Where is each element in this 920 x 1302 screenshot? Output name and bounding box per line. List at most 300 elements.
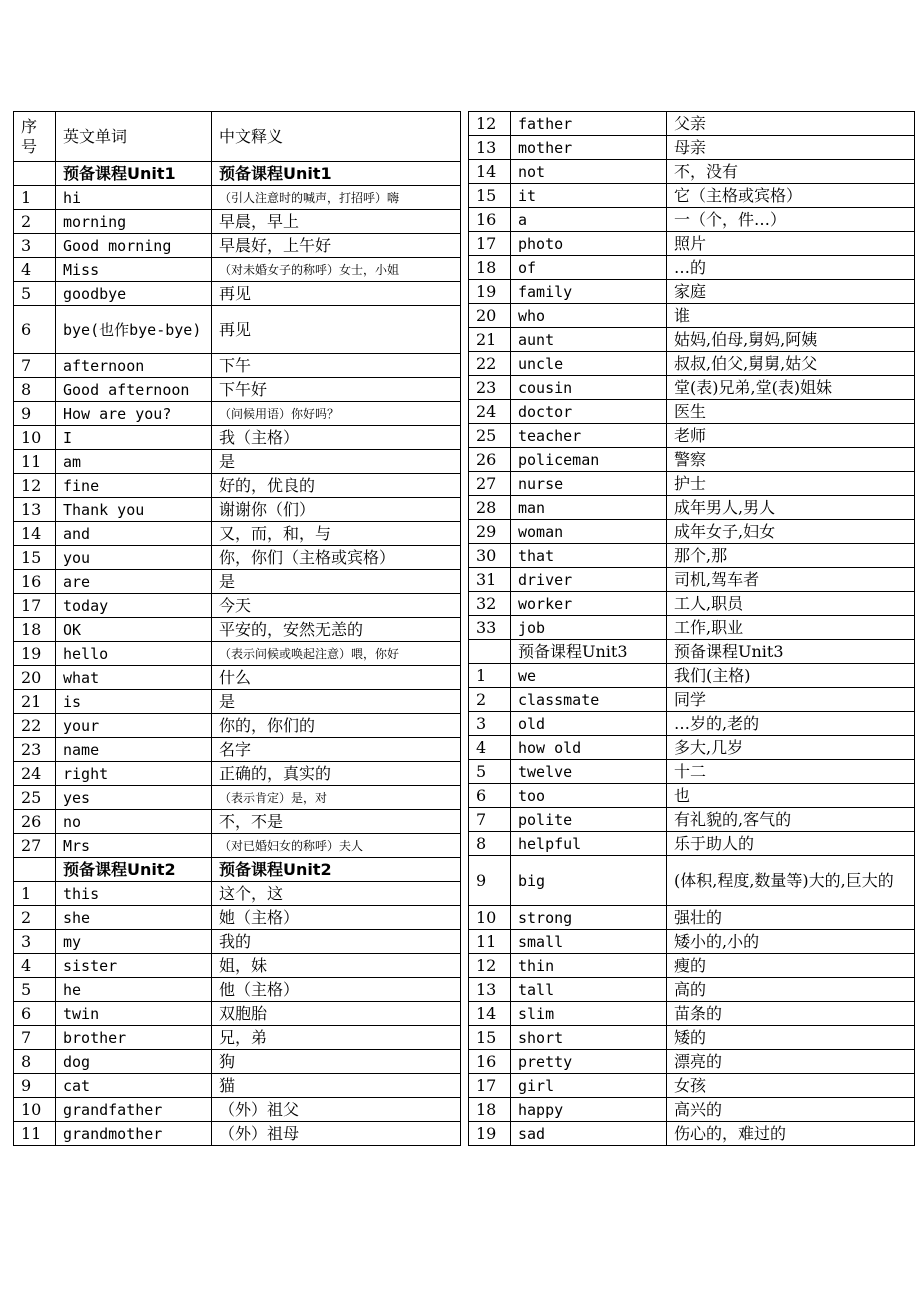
- word-number: 26: [14, 810, 56, 834]
- english-word: twelve: [511, 760, 667, 784]
- chinese-meaning: 瘦的: [667, 954, 915, 978]
- chinese-meaning: 你，你们（主格或宾格）: [212, 546, 461, 570]
- english-word: sad: [511, 1122, 667, 1146]
- english-word: right: [56, 762, 212, 786]
- table-header-row: [14, 112, 461, 162]
- word-number: 5: [14, 282, 56, 306]
- chinese-meaning: （对未婚女子的称呼）女士，小姐: [212, 258, 461, 282]
- word-number: 14: [469, 1002, 511, 1026]
- table-row: [14, 930, 461, 954]
- english-word: you: [56, 546, 212, 570]
- header-chinese: 中文释义: [212, 112, 461, 162]
- table-row: [14, 546, 461, 570]
- chinese-meaning: 猫: [212, 1074, 461, 1098]
- word-number: 16: [469, 1050, 511, 1074]
- table-row: [469, 280, 915, 304]
- table-row: [14, 1050, 461, 1074]
- chinese-meaning: 乐于助人的: [667, 832, 915, 856]
- table-row: [14, 978, 461, 1002]
- table-row: [14, 378, 461, 402]
- english-word: am: [56, 450, 212, 474]
- chinese-meaning: 矮的: [667, 1026, 915, 1050]
- english-word: Mrs: [56, 834, 212, 858]
- table-row: [469, 328, 915, 352]
- table-row: [14, 738, 461, 762]
- word-number: 3: [14, 234, 56, 258]
- table-row: [469, 208, 915, 232]
- chinese-meaning: 司机,驾车者: [667, 568, 915, 592]
- chinese-meaning: 堂(表)兄弟,堂(表)姐妹: [667, 376, 915, 400]
- table-row: [14, 906, 461, 930]
- chinese-meaning: …岁的,老的: [667, 712, 915, 736]
- table-row: [469, 184, 915, 208]
- table-row: [14, 354, 461, 378]
- word-number: 22: [469, 352, 511, 376]
- word-number: 6: [14, 1002, 56, 1026]
- english-word: photo: [511, 232, 667, 256]
- chinese-meaning: 不，没有: [667, 160, 915, 184]
- table-row: [14, 786, 461, 810]
- chinese-meaning: 有礼貌的,客气的: [667, 808, 915, 832]
- word-number: 15: [14, 546, 56, 570]
- word-number: 21: [14, 690, 56, 714]
- english-word: and: [56, 522, 212, 546]
- word-number: 27: [469, 472, 511, 496]
- table-row: [469, 1050, 915, 1074]
- english-word: morning: [56, 210, 212, 234]
- chinese-meaning: 苗条的: [667, 1002, 915, 1026]
- word-number: 28: [469, 496, 511, 520]
- word-number: 2: [14, 210, 56, 234]
- table-row: [14, 594, 461, 618]
- chinese-meaning: 警察: [667, 448, 915, 472]
- english-word: father: [511, 112, 667, 136]
- english-word: what: [56, 666, 212, 690]
- chinese-meaning: 工作,职业: [667, 616, 915, 640]
- word-number: 20: [469, 304, 511, 328]
- english-word: policeman: [511, 448, 667, 472]
- chinese-meaning: 我的: [212, 930, 461, 954]
- chinese-meaning: 双胞胎: [212, 1002, 461, 1026]
- english-word: twin: [56, 1002, 212, 1026]
- chinese-meaning: 高的: [667, 978, 915, 1002]
- english-word: brother: [56, 1026, 212, 1050]
- word-number: 3: [469, 712, 511, 736]
- table-row: [14, 810, 461, 834]
- english-word: sister: [56, 954, 212, 978]
- chinese-meaning: （外）祖父: [212, 1098, 461, 1122]
- chinese-meaning: 又，而，和，与: [212, 522, 461, 546]
- table-row: [14, 834, 461, 858]
- word-number: 5: [469, 760, 511, 784]
- english-word: happy: [511, 1098, 667, 1122]
- word-number: 1: [14, 882, 56, 906]
- table-row: [469, 496, 915, 520]
- chinese-meaning: 我们(主格): [667, 664, 915, 688]
- chinese-meaning: 护士: [667, 472, 915, 496]
- word-number: 4: [469, 736, 511, 760]
- table-row: [14, 522, 461, 546]
- word-number: 17: [469, 1074, 511, 1098]
- english-word: who: [511, 304, 667, 328]
- chinese-meaning: 一（个，件…）: [667, 208, 915, 232]
- english-word: worker: [511, 592, 667, 616]
- chinese-meaning: 姐，妹: [212, 954, 461, 978]
- word-number: 8: [469, 832, 511, 856]
- chinese-meaning: 父亲: [667, 112, 915, 136]
- english-word: Miss: [56, 258, 212, 282]
- table-row: [469, 256, 915, 280]
- english-word: thin: [511, 954, 667, 978]
- english-word: we: [511, 664, 667, 688]
- word-number: 33: [469, 616, 511, 640]
- table-row: [469, 1002, 915, 1026]
- unit-heading-row: [469, 640, 915, 664]
- english-word: cat: [56, 1074, 212, 1098]
- chinese-meaning: （表示问候或唤起注意）喂，你好: [212, 642, 461, 666]
- english-word: yes: [56, 786, 212, 810]
- chinese-meaning: 谁: [667, 304, 915, 328]
- word-number: 27: [14, 834, 56, 858]
- chinese-meaning: 再见: [212, 306, 461, 354]
- english-word: are: [56, 570, 212, 594]
- table-row: [469, 808, 915, 832]
- chinese-meaning: 母亲: [667, 136, 915, 160]
- table-row: [14, 1122, 461, 1146]
- table-row: [469, 1074, 915, 1098]
- word-number: 13: [469, 978, 511, 1002]
- chinese-meaning: (体积,程度,数量等)大的,巨大的: [667, 856, 915, 906]
- chinese-meaning: 多大,几岁: [667, 736, 915, 760]
- word-number: 2: [469, 688, 511, 712]
- table-row: [469, 592, 915, 616]
- english-word: classmate: [511, 688, 667, 712]
- word-number: 13: [469, 136, 511, 160]
- word-number: 10: [469, 906, 511, 930]
- word-number: 24: [469, 400, 511, 424]
- table-row: [469, 232, 915, 256]
- table-row: [14, 570, 461, 594]
- table-row: [469, 568, 915, 592]
- chinese-meaning: 女孩: [667, 1074, 915, 1098]
- table-row: [469, 448, 915, 472]
- word-number: 22: [14, 714, 56, 738]
- chinese-meaning: 是: [212, 450, 461, 474]
- table-row: [469, 400, 915, 424]
- word-number: 12: [469, 112, 511, 136]
- english-word: goodbye: [56, 282, 212, 306]
- table-row: [469, 1026, 915, 1050]
- word-number: 19: [469, 1122, 511, 1146]
- table-row: [469, 954, 915, 978]
- table-row: [469, 424, 915, 448]
- word-number: 8: [14, 1050, 56, 1074]
- header-english: 英文单词: [56, 112, 212, 162]
- unit1-heading-cn: 预备课程Unit1: [212, 162, 461, 186]
- word-number: 4: [14, 954, 56, 978]
- table-row: [469, 112, 915, 136]
- chinese-meaning: 这个，这: [212, 882, 461, 906]
- word-number: 21: [469, 328, 511, 352]
- english-word: not: [511, 160, 667, 184]
- word-number: 1: [14, 186, 56, 210]
- english-word: grandmother: [56, 1122, 212, 1146]
- unit-heading-row: [14, 162, 461, 186]
- word-number: 23: [469, 376, 511, 400]
- word-number: 12: [469, 954, 511, 978]
- chinese-meaning: 下午: [212, 354, 461, 378]
- table-row: [14, 690, 461, 714]
- chinese-meaning: 不，不是: [212, 810, 461, 834]
- table-row: [14, 210, 461, 234]
- english-word: Good morning: [56, 234, 212, 258]
- table-row: [14, 474, 461, 498]
- english-word: too: [511, 784, 667, 808]
- table-row: [14, 186, 461, 210]
- chinese-meaning: 工人,职员: [667, 592, 915, 616]
- word-number: 2: [14, 906, 56, 930]
- english-word: OK: [56, 618, 212, 642]
- chinese-meaning: 我（主格）: [212, 426, 461, 450]
- english-word: she: [56, 906, 212, 930]
- chinese-meaning: 平安的，安然无恙的: [212, 618, 461, 642]
- table-row: [14, 1074, 461, 1098]
- word-number: 7: [469, 808, 511, 832]
- word-number: 19: [14, 642, 56, 666]
- chinese-meaning: 名字: [212, 738, 461, 762]
- chinese-meaning: 同学: [667, 688, 915, 712]
- table-row: [14, 498, 461, 522]
- chinese-meaning: 是: [212, 570, 461, 594]
- chinese-meaning: 成年女子,妇女: [667, 520, 915, 544]
- unit-heading-row: [14, 858, 461, 882]
- chinese-meaning: 什么: [212, 666, 461, 690]
- word-number: 10: [14, 426, 56, 450]
- word-number: 13: [14, 498, 56, 522]
- chinese-meaning: （对已婚妇女的称呼）夫人: [212, 834, 461, 858]
- english-word: my: [56, 930, 212, 954]
- unit1-heading-en: 预备课程Unit1: [56, 162, 212, 186]
- chinese-meaning: 他（主格）: [212, 978, 461, 1002]
- chinese-meaning: 今天: [212, 594, 461, 618]
- english-word: no: [56, 810, 212, 834]
- english-word: hi: [56, 186, 212, 210]
- word-number: 6: [14, 306, 56, 354]
- table-row: [14, 882, 461, 906]
- chinese-meaning: 十二: [667, 760, 915, 784]
- word-number: 9: [469, 856, 511, 906]
- english-word: your: [56, 714, 212, 738]
- word-number: 20: [14, 666, 56, 690]
- table-row: [469, 136, 915, 160]
- table-row: [469, 352, 915, 376]
- table-row: [469, 688, 915, 712]
- word-number: 16: [469, 208, 511, 232]
- table-row: [14, 282, 461, 306]
- table-row: [14, 642, 461, 666]
- chinese-meaning: 下午好: [212, 378, 461, 402]
- unit-heading-cn: 预备课程Unit2: [212, 858, 461, 882]
- table-row: [469, 616, 915, 640]
- word-number: 9: [14, 402, 56, 426]
- word-number: 10: [14, 1098, 56, 1122]
- english-word: small: [511, 930, 667, 954]
- vocab-table-right: [468, 111, 915, 1146]
- chinese-meaning: 医生: [667, 400, 915, 424]
- english-word: is: [56, 690, 212, 714]
- chinese-meaning: 早晨，早上: [212, 210, 461, 234]
- table-row: [14, 234, 461, 258]
- chinese-meaning: 早晨好，上午好: [212, 234, 461, 258]
- word-number: 24: [14, 762, 56, 786]
- chinese-meaning: 狗: [212, 1050, 461, 1074]
- english-word: a: [511, 208, 667, 232]
- chinese-meaning: （问候用语）你好吗？: [212, 402, 461, 426]
- vocab-table-left: [13, 111, 461, 1146]
- english-word: this: [56, 882, 212, 906]
- word-number: 6: [469, 784, 511, 808]
- table-row: [14, 426, 461, 450]
- english-word: doctor: [511, 400, 667, 424]
- english-word: I: [56, 426, 212, 450]
- english-word: short: [511, 1026, 667, 1050]
- table-row: [469, 1098, 915, 1122]
- word-number: 18: [14, 618, 56, 642]
- english-word: afternoon: [56, 354, 212, 378]
- table-row: [14, 954, 461, 978]
- chinese-meaning: 兄，弟: [212, 1026, 461, 1050]
- english-word: Thank you: [56, 498, 212, 522]
- unit-heading-en: 预备课程Unit2: [56, 858, 212, 882]
- table-row: [469, 832, 915, 856]
- word-number: 14: [14, 522, 56, 546]
- word-number: 8: [14, 378, 56, 402]
- table-row: [14, 1002, 461, 1026]
- table-row: [14, 1026, 461, 1050]
- word-number: 26: [469, 448, 511, 472]
- chinese-meaning: 高兴的: [667, 1098, 915, 1122]
- english-word: slim: [511, 1002, 667, 1026]
- english-word: teacher: [511, 424, 667, 448]
- table-row: [469, 304, 915, 328]
- english-word: old: [511, 712, 667, 736]
- english-word: nurse: [511, 472, 667, 496]
- table-row: [14, 714, 461, 738]
- chinese-meaning: 强壮的: [667, 906, 915, 930]
- table-row: [469, 160, 915, 184]
- chinese-meaning: 你的，你们的: [212, 714, 461, 738]
- table-row: [14, 1098, 461, 1122]
- english-word: hello: [56, 642, 212, 666]
- word-number: 17: [469, 232, 511, 256]
- english-word: how old: [511, 736, 667, 760]
- table-row: [469, 784, 915, 808]
- chinese-meaning: 叔叔,伯父,舅舅,姑父: [667, 352, 915, 376]
- english-word: dog: [56, 1050, 212, 1074]
- table-row: [469, 906, 915, 930]
- english-word: tall: [511, 978, 667, 1002]
- english-word: cousin: [511, 376, 667, 400]
- chinese-meaning: 伤心的，难过的: [667, 1122, 915, 1146]
- word-number: 5: [14, 978, 56, 1002]
- english-word: driver: [511, 568, 667, 592]
- table-row: [469, 856, 915, 906]
- table-row: [14, 402, 461, 426]
- chinese-meaning: 正确的，真实的: [212, 762, 461, 786]
- english-word: Good afternoon: [56, 378, 212, 402]
- header-num: 序号: [14, 112, 56, 162]
- english-word: he: [56, 978, 212, 1002]
- english-word: today: [56, 594, 212, 618]
- table-row: [469, 664, 915, 688]
- english-word: family: [511, 280, 667, 304]
- english-word: How are you?: [56, 402, 212, 426]
- chinese-meaning: 姑妈,伯母,舅妈,阿姨: [667, 328, 915, 352]
- table-row: [469, 760, 915, 784]
- word-number: 14: [469, 160, 511, 184]
- word-number: 17: [14, 594, 56, 618]
- english-word: grandfather: [56, 1098, 212, 1122]
- table-row: [14, 762, 461, 786]
- table-row: [469, 1122, 915, 1146]
- word-number: 29: [469, 520, 511, 544]
- chinese-meaning: （引人注意时的喊声，打招呼）嗨: [212, 186, 461, 210]
- chinese-meaning: 成年男人,男人: [667, 496, 915, 520]
- table-row: [469, 544, 915, 568]
- word-number: 7: [14, 1026, 56, 1050]
- chinese-meaning: 再见: [212, 282, 461, 306]
- table-row: [14, 666, 461, 690]
- table-row: [469, 376, 915, 400]
- table-row: [14, 258, 461, 282]
- table-row: [469, 712, 915, 736]
- chinese-meaning: 家庭: [667, 280, 915, 304]
- word-number: 31: [469, 568, 511, 592]
- chinese-meaning: 漂亮的: [667, 1050, 915, 1074]
- word-number: 11: [14, 1122, 56, 1146]
- table-row: [469, 978, 915, 1002]
- table-row: [469, 930, 915, 954]
- english-word: fine: [56, 474, 212, 498]
- english-word: strong: [511, 906, 667, 930]
- english-word: that: [511, 544, 667, 568]
- chinese-meaning: 矮小的,小的: [667, 930, 915, 954]
- chinese-meaning: 它（主格或宾格）: [667, 184, 915, 208]
- chinese-meaning: 那个,那: [667, 544, 915, 568]
- english-word: helpful: [511, 832, 667, 856]
- word-number: 18: [469, 1098, 511, 1122]
- word-number: 3: [14, 930, 56, 954]
- chinese-meaning: 也: [667, 784, 915, 808]
- english-word: polite: [511, 808, 667, 832]
- table-row: [469, 472, 915, 496]
- english-word: girl: [511, 1074, 667, 1098]
- word-number: 1: [469, 664, 511, 688]
- word-number: 32: [469, 592, 511, 616]
- word-number: 15: [469, 184, 511, 208]
- english-word: big: [511, 856, 667, 906]
- english-word: man: [511, 496, 667, 520]
- english-word: mother: [511, 136, 667, 160]
- word-number: 19: [469, 280, 511, 304]
- english-word: woman: [511, 520, 667, 544]
- unit-heading-cn: 预备课程Unit3: [667, 640, 915, 664]
- english-word: uncle: [511, 352, 667, 376]
- word-number: 7: [14, 354, 56, 378]
- chinese-meaning: 谢谢你（们）: [212, 498, 461, 522]
- chinese-meaning: 好的，优良的: [212, 474, 461, 498]
- english-word: of: [511, 256, 667, 280]
